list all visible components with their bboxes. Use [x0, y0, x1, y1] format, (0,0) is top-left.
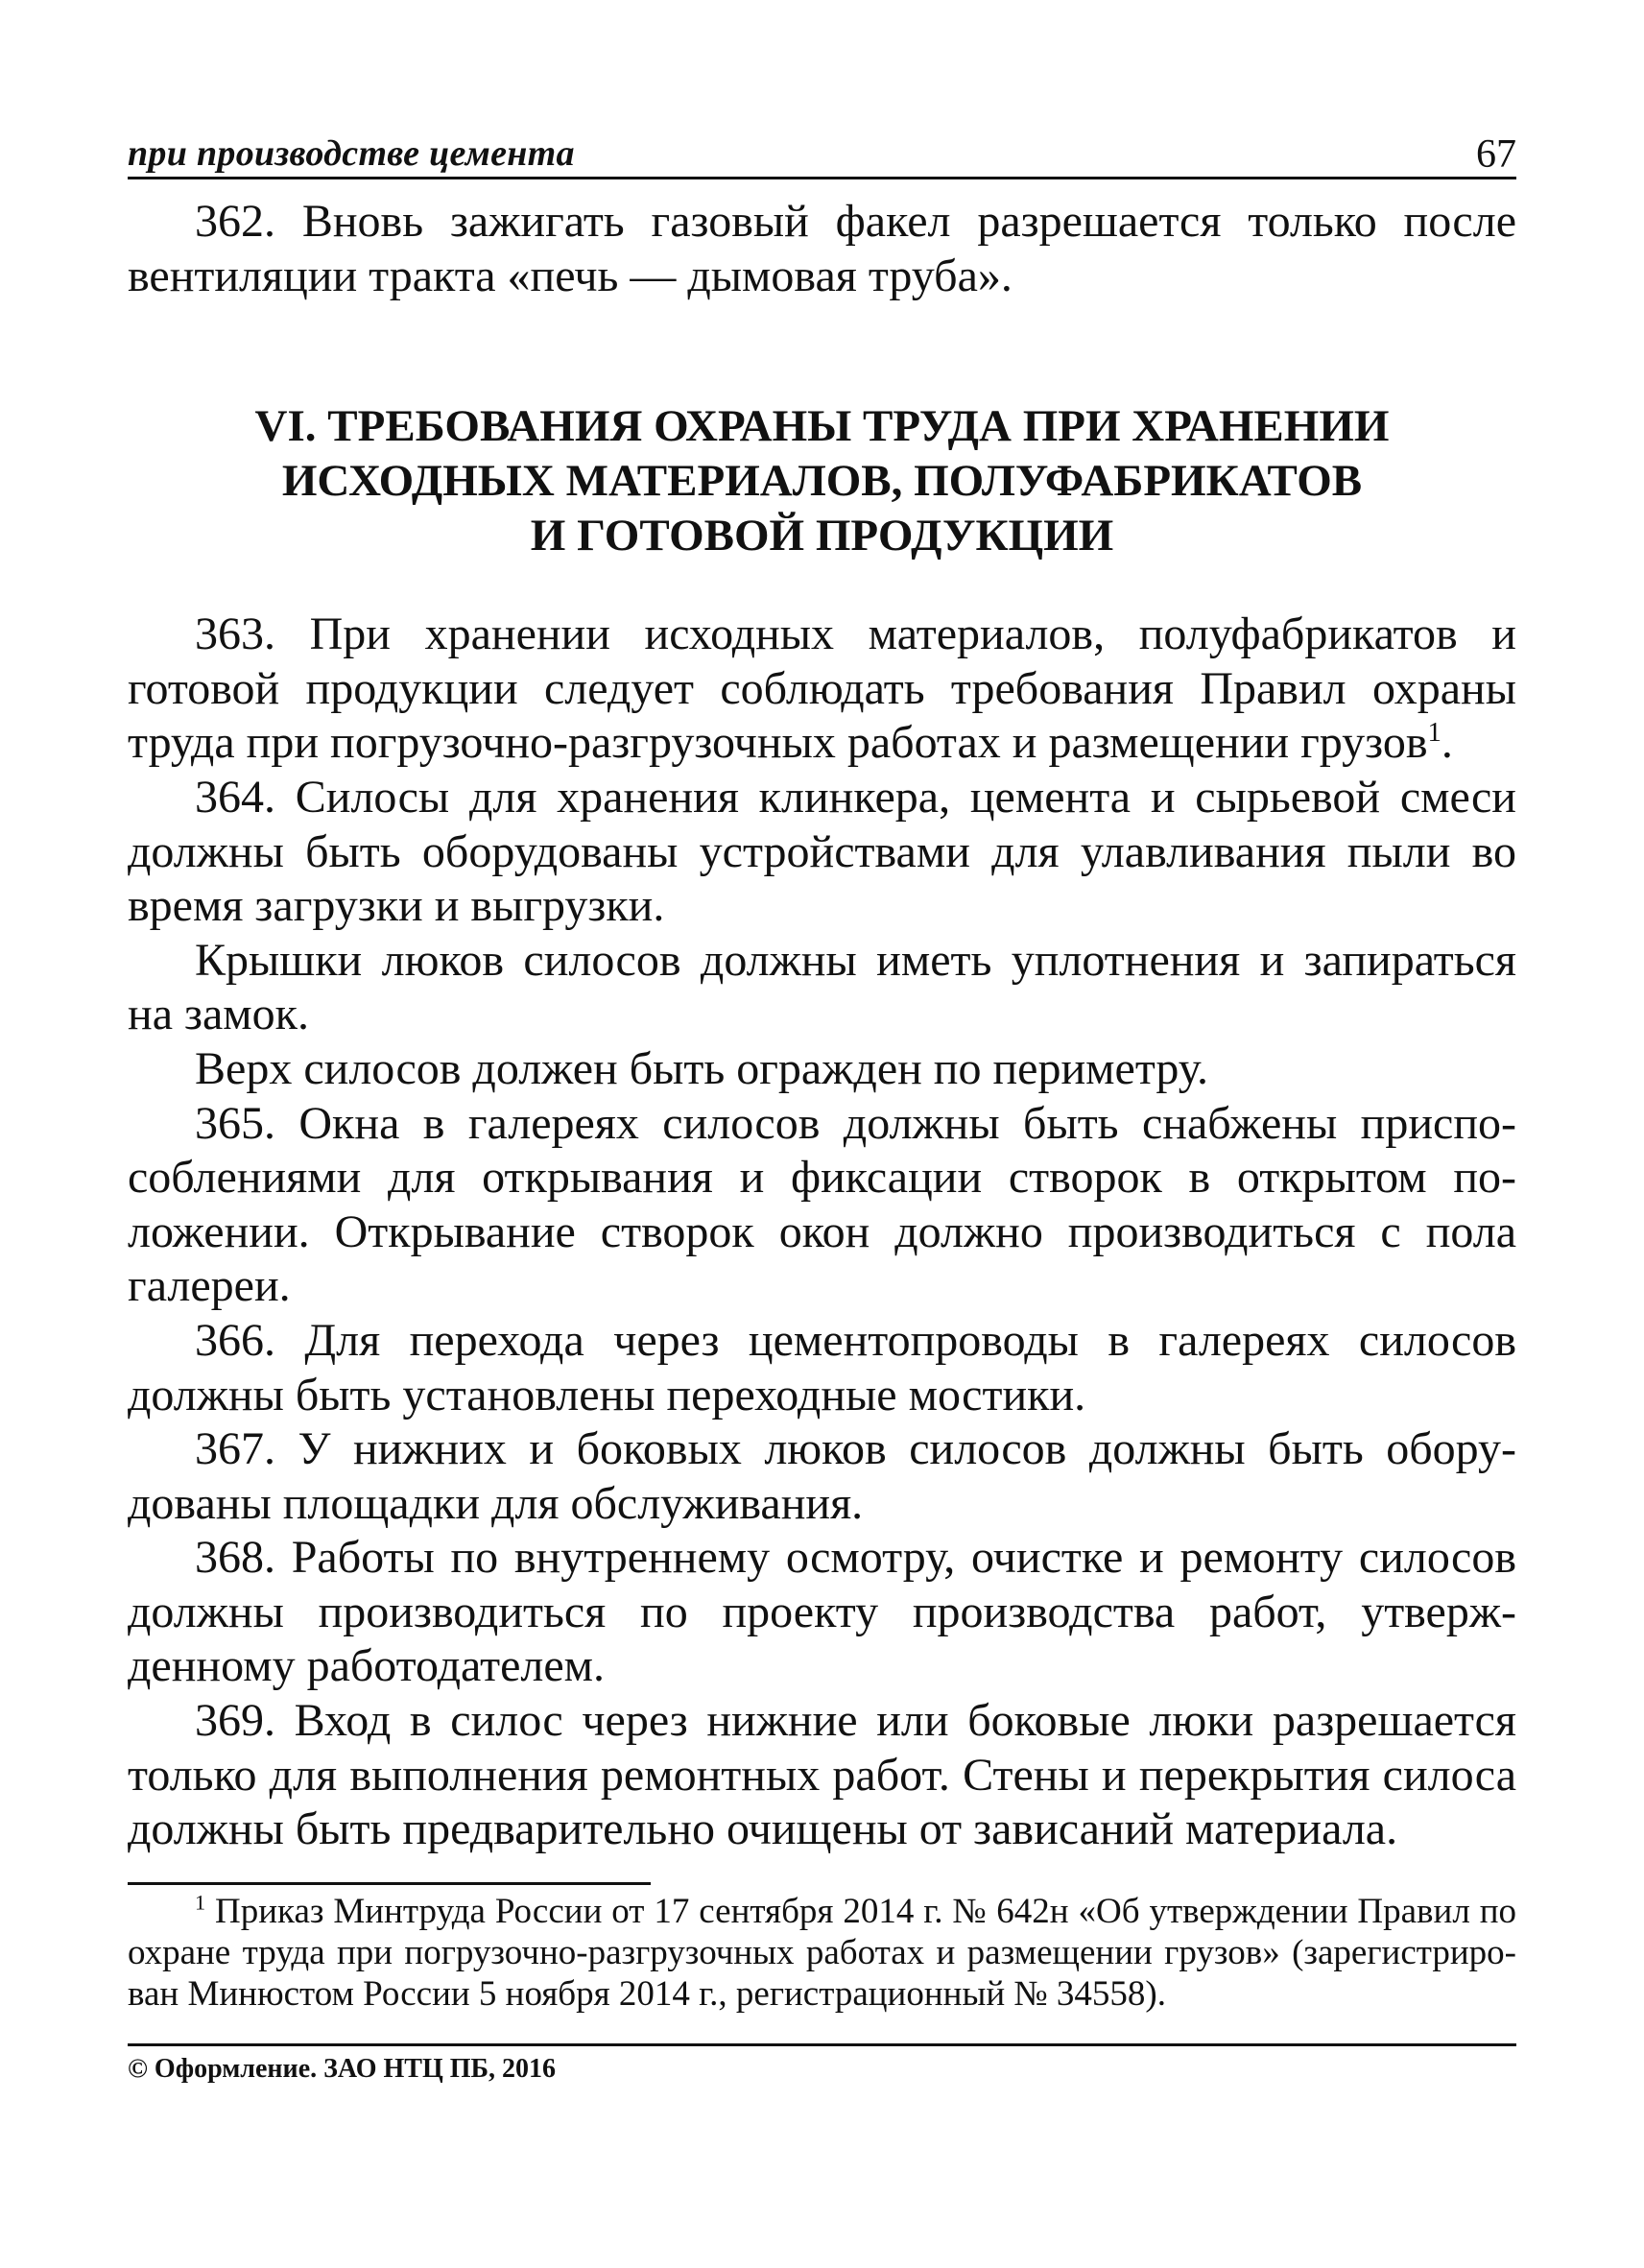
- paragraph-364-lids: Крышки люков силосов должны иметь уплотнения и запираться на замок.: [128, 934, 1516, 1040]
- paragraph-362: 362. Вновь зажигать газовый факел разрешается только после вентиляции тракта «печь — дымовая труба».: [128, 196, 1516, 301]
- paragraph-363-text: 363. При хранении исходных материалов, полуфабрикатов и готовой продукции следует соблюдать требования Правил охраны труда при погрузочно-разгрузочных работах и размещении грузов: [128, 609, 1516, 769]
- section-heading: [128, 399, 1516, 563]
- paragraph-364: 364. Силосы для хранения клинкера, цемента и сырьевой смеси должны быть оборудованы устройствами для улавливания пыли во время загрузки и выгрузки.: [128, 771, 1516, 932]
- body-text: [128, 195, 1516, 1857]
- paragraph-368: 368. Работы по внутреннему осмотру, очистке и ремонту силосов должны производиться по проекту производства работ, утвержденному работодателем.: [128, 1532, 1516, 1692]
- footnote-text: Приказ Минтруда России от 17 сентября 2014 г. № 642н «Об утверждении Правил по охране труда при погрузочно-разгрузочных работах и размещении грузов» (зарегистрирован Минюстом России 5 ноября 2014 г., регистрационный № 34558).: [128, 1891, 1516, 2014]
- paragraph-365: 365. Окна в галереях силосов должны быть снабжены приспособлениями для открывания и фиксации створок в открытом положении. Открывание створок окон должно производиться с пола галереи.: [128, 1097, 1516, 1312]
- paragraph-363-end: .: [1441, 717, 1453, 769]
- footnote-divider: [128, 1882, 651, 1885]
- copyright-notice: © Оформление. ЗАО НТЦ ПБ, 2016: [128, 2053, 557, 2084]
- paragraph-366: 366. Для перехода через цементопроводы в галереях силосов должны быть установлены переходные мостики.: [128, 1314, 1516, 1420]
- page-number: 67: [1476, 132, 1516, 177]
- bottom-divider: [128, 2043, 1516, 2046]
- section-heading-line-1: VI. ТРЕБОВАНИЯ ОХРАНЫ ТРУДА ПРИ ХРАНЕНИИ: [254, 401, 1390, 452]
- paragraph-369: 369. Вход в силос через нижние или боковые люки разрешается только для выполнения ремонтных работ. Стены и перекрытия силоса должны быть предварительно очищены от зависаний материала.: [128, 1695, 1516, 1855]
- document-page: [128, 125, 1516, 2085]
- running-title: при производстве цемента: [128, 133, 575, 174]
- footnote-mark: 1: [195, 1890, 206, 1915]
- paragraph-364-top: Верх силосов должен быть огражден по периметру.: [195, 1042, 1208, 1094]
- paragraph-363: [128, 608, 1516, 771]
- footnote: [128, 1891, 1516, 2015]
- section-heading-line-2: ИСХОДНЫХ МАТЕРИАЛОВ, ПОЛУФАБРИКАТОВ: [281, 456, 1363, 507]
- running-header: [128, 125, 1516, 179]
- section-heading-line-3: И ГОТОВОЙ ПРОДУКЦИИ: [530, 511, 1114, 561]
- paragraph-367: 367. У нижних и боковых люков силосов должны быть оборудованы площадки для обслуживания.: [128, 1423, 1516, 1529]
- footnote-reference[interactable]: 1: [1427, 717, 1441, 749]
